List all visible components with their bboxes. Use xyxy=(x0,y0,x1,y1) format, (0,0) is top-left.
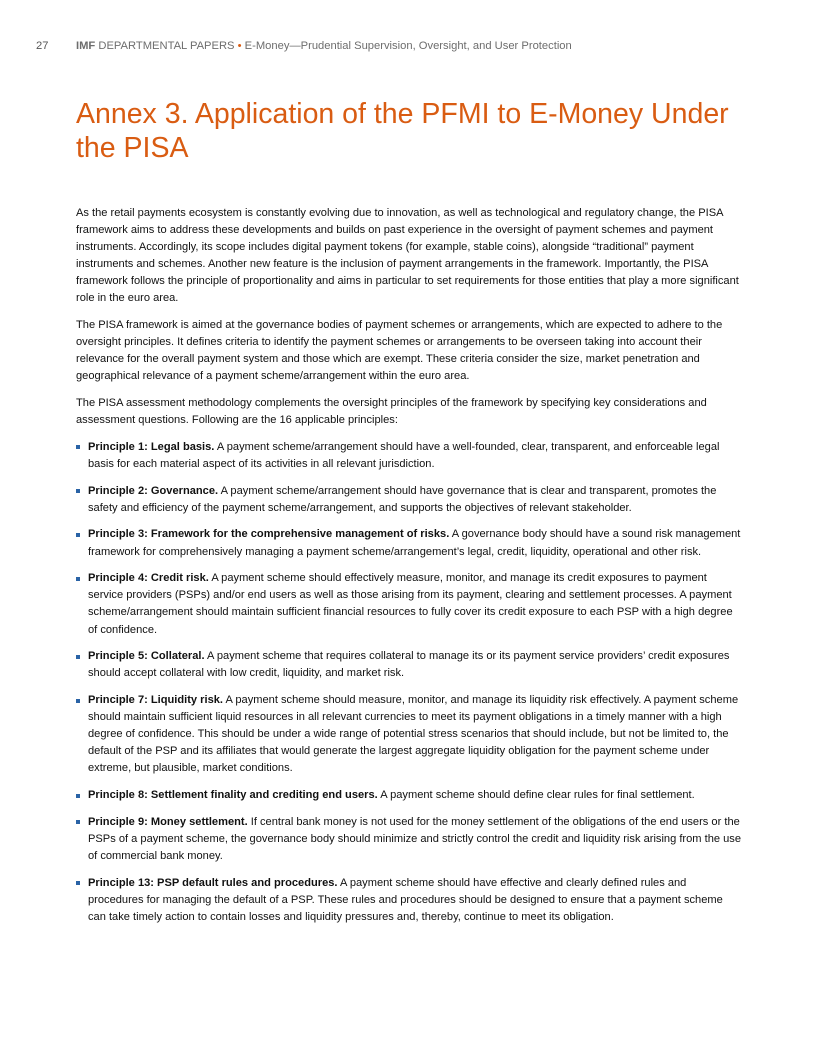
principle-item xyxy=(76,692,741,777)
principle-text: A payment scheme/arrangement should have governance that is clear and transparent, promotes the safety and efficiency of the payment scheme/arrangement, and supports the objectives of relevant stakeholder. xyxy=(88,484,717,514)
principle-text: A payment scheme should define clear rules for final settlement. xyxy=(377,789,695,802)
principle-item xyxy=(76,483,741,517)
header-separator: • xyxy=(237,40,242,52)
principle-heading: Principle 2: Governance. xyxy=(88,484,219,497)
bullet-icon xyxy=(76,655,80,659)
principle-heading: Principle 7: Liquidity risk. xyxy=(88,694,224,706)
page-number: 27 xyxy=(36,40,49,52)
principle-item xyxy=(76,787,741,804)
publisher-name: IMF xyxy=(76,40,96,52)
principle-heading: Principle 5: Collateral. xyxy=(88,650,205,663)
principle-text: A payment scheme/arrangement should have a well-founded, clear, transparent, and enforceable legal basis for each material aspect of its activities in all relevant jurisdiction. xyxy=(88,440,720,470)
intro-paragraph-1: As the retail payments ecosystem is constantly evolving due to innovation, as well as technological and regulatory change, the PISA framework aims to address these developments and builds on past experience in the oversight of payment schemes and payment instruments. Accordingly, its scope includes digital payment tokens (for example, stable coins), alongside “traditional” payment instruments and schemes. Another new feature is the inclusion of payment arrangements in the framework. Importantly, the PISA framework follows the principle of proportionality and aims in particular to set requirements for those entities that play a more significant role in the euro area. xyxy=(76,207,739,305)
principle-heading: Principle 1: Legal basis. xyxy=(88,440,215,453)
principle-item xyxy=(76,875,741,926)
bullet-icon xyxy=(76,577,80,581)
bullet-icon xyxy=(76,881,80,885)
principle-heading: Principle 3: Framework for the comprehensive management of risks. xyxy=(88,528,450,541)
principle-text: A payment scheme that requires collateral to manage its or its payment service providers’ credit exposures should accept collateral with low credit, liquidity, and market risk. xyxy=(88,650,730,680)
principle-heading: Principle 13: PSP default rules and procedures. xyxy=(88,876,338,889)
principle-text: A payment scheme should have effective and clearly defined rules and procedures for managing the default of a PSP. These rules and procedures should be designed to ensure that a payment scheme can take timely action to contain losses and liquidity pressures and, thereby, continue to meet its obligation. xyxy=(88,876,723,923)
page-title: Annex 3. Application of the PFMI to E-Money Under the PISA xyxy=(76,98,729,164)
intro-paragraph-2: The PISA framework is aimed at the governance bodies of payment schemes or arrangements, which are expected to adhere to the oversight principles. It defines criteria to identify the payment schemes or arrangements to be overseen taking into account their relevance for the overall payment system and those which are exempt. These criteria consider the size, market penetration and geographical relevance of a payment scheme/arrangement within the euro area. xyxy=(76,319,723,383)
bullet-icon xyxy=(76,820,80,824)
principle-heading: Principle 9: Money settlement. xyxy=(88,815,248,828)
bullet-icon xyxy=(76,445,80,449)
bullet-icon xyxy=(76,489,80,493)
principle-item xyxy=(76,439,741,473)
principle-text: A payment scheme should effectively measure, monitor, and manage its credit exposures to payment service providers (PSPs) and/or end users as well as those arising from its payment, clearing and settlement processes. A payment scheme/arrangement should maintain sufficient financial resources to fully cover its credit exposure to each PSP with a high degree of confidence. xyxy=(88,572,733,636)
principle-text: A governance body should have a sound risk management framework for comprehensively managing a payment scheme/arrangement’s legal, credit, liquidity, operational and other risk. xyxy=(88,528,741,558)
principle-text: A payment scheme should measure, monitor, and manage its liquidity risk effectively. A payment scheme should maintain sufficient liquid resources in all relevant currencies to meet its payment obligations in a timely manner with a high degree of confidence. This should be under a wide range of potential stress scenarios that should include, but not be limited to, the default of the PSP and its affiliates that would generate the largest aggregate liquidity obligation for the payment scheme under extreme, but plausible, market conditions. xyxy=(88,694,739,775)
intro-paragraph-3: The PISA assessment methodology complements the oversight principles of the framework by specifying key considerations and assessment questions. Following are the 16 applicable principles: xyxy=(76,397,707,427)
principle-item xyxy=(76,570,741,638)
principle-heading: Principle 8: Settlement finality and crediting end users. xyxy=(88,789,378,802)
body-content xyxy=(76,205,741,936)
document-title: E-Money—Prudential Supervision, Oversight, and User Protection xyxy=(244,40,572,52)
bullet-icon xyxy=(76,533,80,537)
principle-text: If central bank money is not used for the money settlement of the obligations of the end users or the PSPs of a payment scheme, the governance body should minimize and strictly control the credit and liquidity risk arising from the use of commercial bank money. xyxy=(88,815,741,862)
principle-item xyxy=(76,814,741,865)
principle-item xyxy=(76,648,741,682)
bullet-icon xyxy=(76,794,80,798)
principle-item xyxy=(76,526,741,560)
bullet-icon xyxy=(76,699,80,703)
principle-heading: Principle 4: Credit risk. xyxy=(88,572,209,585)
series-name: DEPARTMENTAL PAPERS xyxy=(98,40,235,52)
principles-list xyxy=(76,439,741,926)
running-header xyxy=(36,40,572,52)
